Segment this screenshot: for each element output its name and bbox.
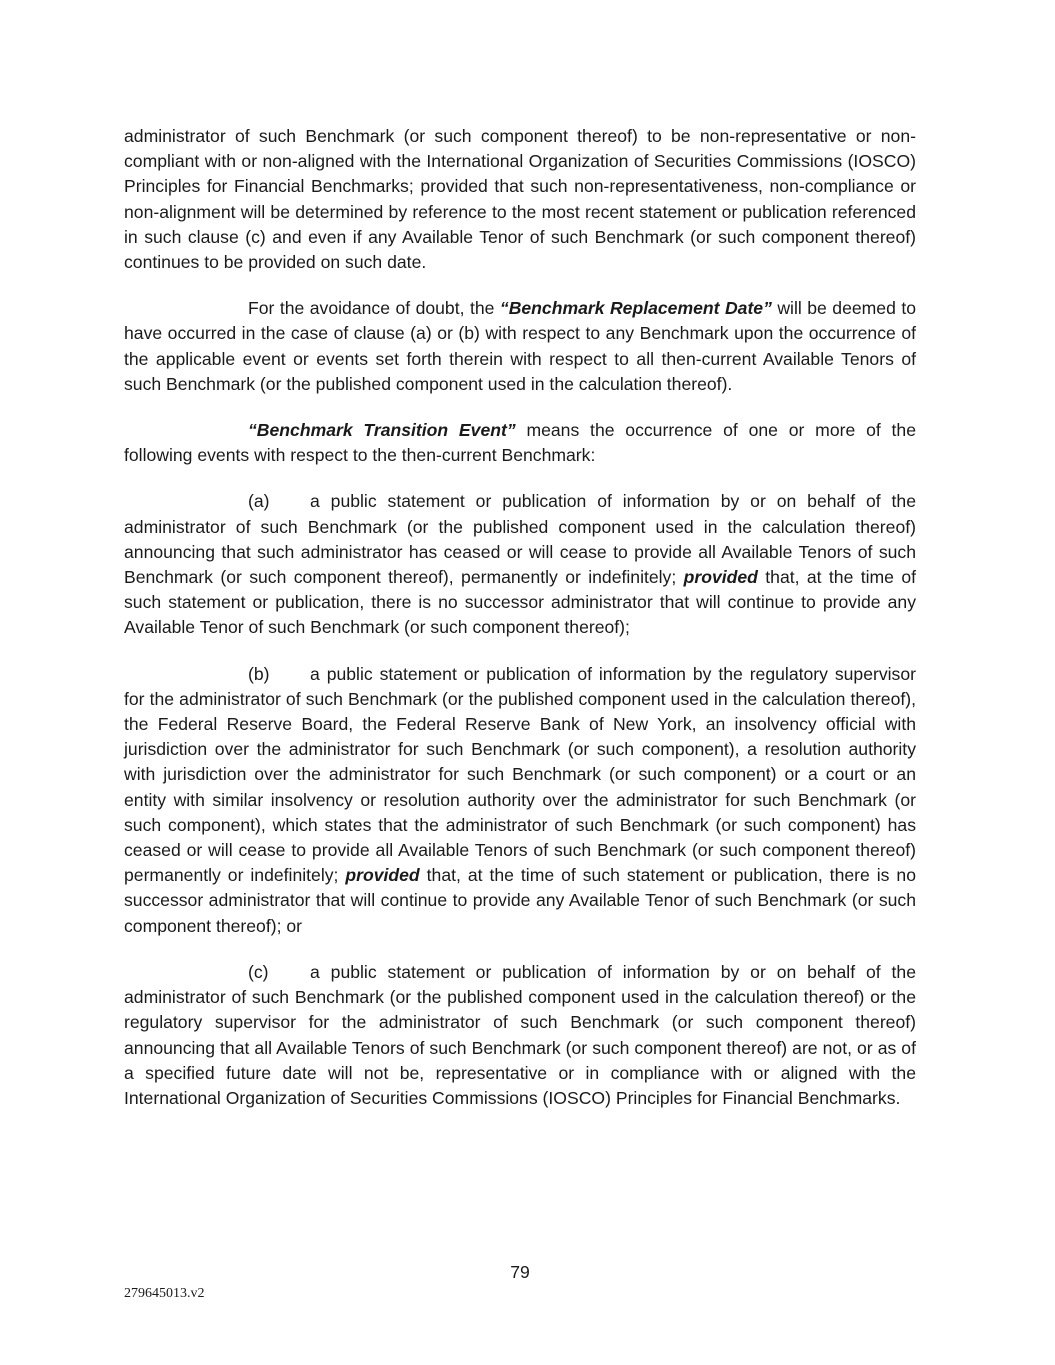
clause-a (124, 489, 916, 640)
definition-text: means the occurrence of one or more of the following events with respect to the then-current Benchmark: (124, 420, 916, 466)
defined-term-transition-event: “Benchmark Transition Event” (248, 420, 516, 441)
page-number: 79 (510, 1262, 530, 1282)
clause-c (124, 960, 916, 1111)
note-text-post: will be deemed to have occurred in the case of clause (a) or (b) with respect to any Benchmark upon the occurrence of the applicable event or events set forth therein with respect to all then-current Available Tenors of such Benchmark (or the published component used in the calculation thereof). (124, 298, 916, 394)
clause-a-text-pre: a public statement or publication of information by or on behalf of the administrator of such Benchmark (or the published component used in the calculation thereof) announcing that such administrator has ceased or will cease to provide all Available Tenors of such Benchmark (or such component thereof), permanently or indefinitely; (124, 491, 916, 588)
paragraph-transition-event-definition (124, 418, 916, 468)
document-id: 279645013.v2 (124, 1286, 205, 1301)
clause-b-text-post: that, at the time of such statement or publication, there is no successor administrator that will continue to provide any Available Tenor of such Benchmark (or such component thereof); or (124, 865, 916, 936)
clause-b-text-pre: a public statement or publication of information by the regulatory supervisor for the administrator of such Benchmark (or the published component used in the calculation thereof), the Federal Reserve Board, the Federal Reserve Bank of New York, an insolvency official with jurisdiction over the administrator for such Benchmark (or such component), a resolution authority with jurisdiction over the administrator for such Benchmark (or such component) or a court or an entity with similar insolvency or resolution authority over the administrator for such Benchmark (or such component), which states that the administrator of such Benchmark (or such component) has ceased or will cease to provide all Available Tenors of such Benchmark (or such component thereof) permanently or indefinitely; (124, 663, 916, 886)
paragraph-continuation (124, 124, 916, 275)
note-text-pre: For the avoidance of doubt, the (248, 298, 500, 319)
clause-b (124, 662, 916, 939)
clause-c-label: (c) (248, 961, 269, 982)
document-page (124, 124, 916, 1111)
continuation-text: administrator of such Benchmark (or such component thereof) to be non-representative or non-compliant with or non-aligned with the International Organization of Securities Commissions (IOSCO) Principles for Financial Benchmarks; provided that such non-representativeness, non-compliance or non-alignment will be determined by reference to the most recent statement or publication referenced in such clause (c) and even if any Available Tenor of such Benchmark (or such component thereof) continues to be provided on such date. (124, 126, 916, 273)
defined-term-replacement-date: “Benchmark Replacement Date” (499, 298, 772, 319)
clause-c-text: a public statement or publication of information by or on behalf of the administrator of such Benchmark (or the published component used in the calculation thereof) or the regulatory supervisor for the administrator of such Benchmark (or such component thereof) announcing that all Available Tenors of such Benchmark (or such component thereof) are not, or as of a specified future date will not be, representative or in compliance with or aligned with the International Organization of Securities Commissions (IOSCO) Principles for Financial Benchmarks. (124, 961, 916, 1108)
clause-a-provided: provided (683, 567, 758, 588)
clause-b-provided: provided (345, 865, 420, 886)
clause-a-text-post: that, at the time of such statement or publication, there is no successor administrator that will continue to provide any Available Tenor of such Benchmark (or such component thereof); (124, 567, 916, 638)
paragraph-replacement-date-note (124, 296, 916, 397)
clause-b-label: (b) (248, 663, 270, 684)
clause-a-label: (a) (248, 491, 270, 512)
